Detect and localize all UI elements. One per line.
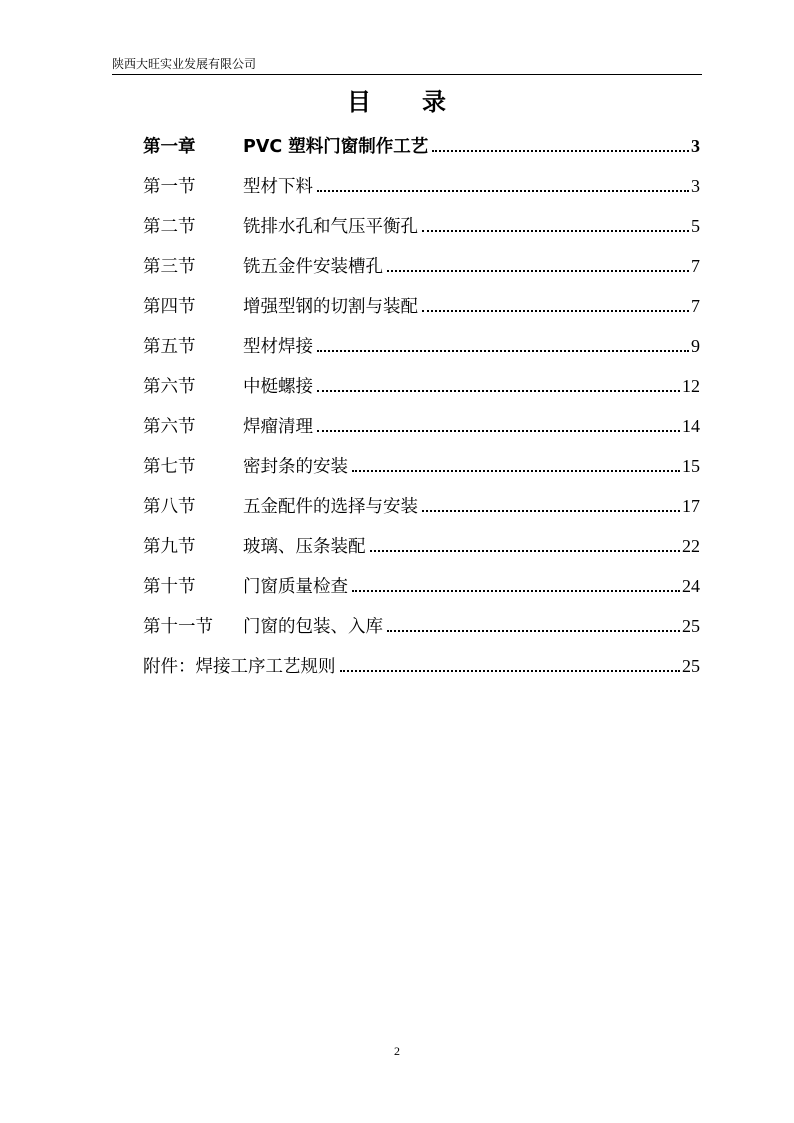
toc-entry-number: 第四节	[143, 297, 196, 317]
dot-leader	[422, 309, 689, 312]
toc-entry-page: 25	[682, 656, 700, 676]
toc-entry-label: 五金配件的选择与安装	[243, 497, 418, 517]
toc-entry[interactable]	[143, 493, 700, 533]
toc-entry-number: 第十一节	[143, 617, 213, 637]
toc-entry-page: 7	[691, 296, 700, 316]
toc-entry[interactable]	[143, 213, 700, 253]
dot-leader	[340, 669, 681, 672]
toc-entry[interactable]	[143, 173, 700, 213]
toc-entry-label: 型材焊接	[243, 337, 313, 357]
toc-entry-number: 第七节	[143, 457, 196, 477]
page-title: 目 录	[347, 88, 447, 116]
toc-entry-label: 焊瘤清理	[243, 417, 313, 437]
toc-entry-number: 第二节	[143, 217, 196, 237]
toc-entry-page: 17	[682, 496, 700, 516]
company-name: 陕西大旺实业发展有限公司	[112, 57, 257, 71]
toc-entry[interactable]	[143, 573, 700, 613]
toc-entry-number: 第一节	[143, 177, 196, 197]
toc-entry-page: 3	[691, 136, 700, 156]
toc-entry[interactable]	[143, 533, 700, 573]
toc-entry-number: 第十节	[143, 577, 196, 597]
toc-entry[interactable]	[143, 293, 700, 333]
toc-entry[interactable]	[143, 373, 700, 413]
dot-leader	[422, 229, 689, 232]
toc-entry-label: 门窗质量检查	[243, 577, 348, 597]
toc-entry-label: 型材下料	[243, 177, 313, 197]
toc-entry-page: 14	[682, 416, 700, 436]
toc-entry[interactable]	[143, 133, 700, 173]
toc-entry-number: 第五节	[143, 337, 196, 357]
toc-entry-number: 第三节	[143, 257, 196, 277]
table-of-contents	[143, 133, 700, 693]
toc-entry-page: 24	[682, 576, 700, 596]
toc-entry-label: 附件：焊接工序工艺规则	[143, 657, 336, 677]
toc-entry-number: 第六节	[143, 377, 196, 397]
toc-entry-label: 增强型钢的切割与装配	[243, 297, 418, 317]
dot-leader	[387, 269, 689, 272]
toc-entry[interactable]	[143, 653, 700, 693]
page-number: 2	[394, 1044, 400, 1058]
toc-entry-label: PVC 塑料门窗制作工艺	[243, 137, 429, 157]
toc-entry-number: 第一章	[143, 137, 196, 157]
dot-leader	[387, 629, 680, 632]
toc-entry-label: 密封条的安装	[243, 457, 348, 477]
toc-entry-label: 铣排水孔和气压平衡孔	[243, 217, 418, 237]
dot-leader	[317, 349, 689, 352]
toc-entry-number: 第八节	[143, 497, 196, 517]
toc-entry-page: 25	[682, 616, 700, 636]
toc-entry[interactable]	[143, 413, 700, 453]
toc-entry-page: 5	[691, 216, 700, 236]
toc-entry[interactable]	[143, 253, 700, 293]
dot-leader	[422, 509, 680, 512]
toc-entry[interactable]	[143, 333, 700, 373]
dot-leader	[317, 189, 689, 192]
dot-leader	[352, 589, 680, 592]
toc-entry-page: 7	[691, 256, 700, 276]
dot-leader	[352, 469, 680, 472]
toc-entry-page: 22	[682, 536, 700, 556]
dot-leader	[370, 549, 681, 552]
toc-entry[interactable]	[143, 453, 700, 493]
toc-entry-page: 12	[682, 376, 700, 396]
toc-entry-label: 门窗的包装、入库	[243, 617, 383, 637]
toc-entry[interactable]	[143, 613, 700, 653]
page-header	[112, 56, 702, 75]
toc-entry-label: 玻璃、压条装配	[243, 537, 366, 557]
toc-entry-number: 第九节	[143, 537, 196, 557]
toc-entry-number: 第六节	[143, 417, 196, 437]
toc-entry-label: 铣五金件安装槽孔	[243, 257, 383, 277]
toc-entry-page: 3	[691, 176, 700, 196]
dot-leader	[317, 429, 680, 432]
dot-leader	[432, 149, 689, 152]
toc-entry-page: 15	[682, 456, 700, 476]
toc-entry-label: 中梃螺接	[243, 377, 313, 397]
dot-leader	[317, 389, 680, 392]
toc-entry-page: 9	[691, 336, 700, 356]
